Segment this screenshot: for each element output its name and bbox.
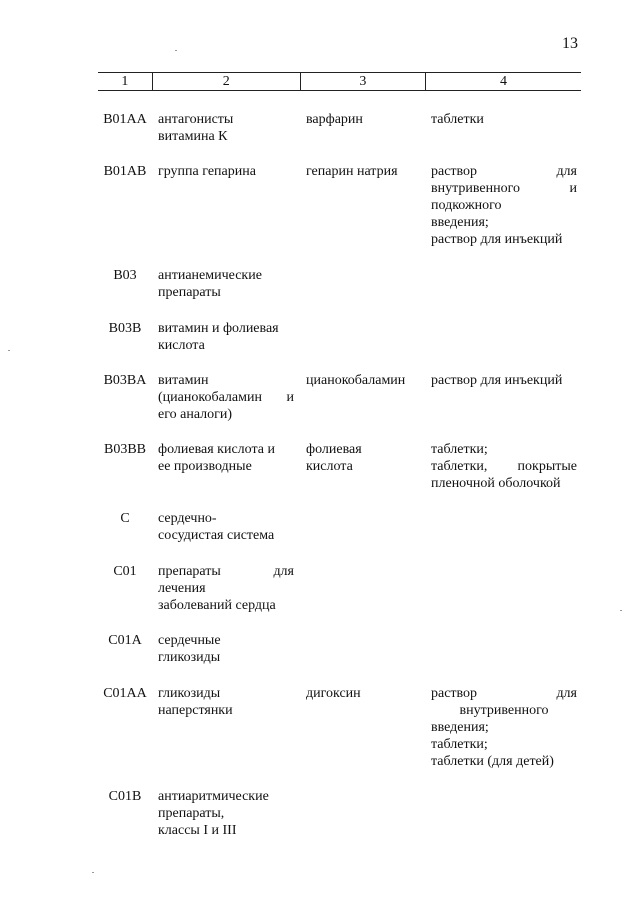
dosage-form: раствор для внутривенного введения; таблетки; таблетки (для детей) bbox=[431, 686, 577, 769]
drug-name: цианокобаламин bbox=[306, 373, 406, 388]
page-number: 13 bbox=[562, 35, 578, 52]
table-row bbox=[98, 632, 581, 666]
table-row bbox=[98, 441, 581, 492]
header-col-1: 1 bbox=[121, 74, 129, 89]
drug-name: гепарин натрия bbox=[306, 164, 398, 179]
table-row bbox=[98, 510, 581, 544]
header-col-3: 3 bbox=[300, 73, 425, 90]
atc-code: C01A bbox=[108, 633, 142, 648]
table-header bbox=[98, 72, 581, 91]
scan-speck bbox=[620, 610, 622, 611]
atc-code: C01AA bbox=[103, 686, 147, 701]
atc-group: витамин (цианокобаламин и его аналоги) bbox=[158, 373, 294, 422]
scan-speck bbox=[92, 872, 94, 873]
dosage-form: таблетки bbox=[431, 112, 484, 127]
table-row bbox=[98, 685, 581, 770]
atc-group: сердечные гликозиды bbox=[158, 633, 221, 665]
atc-group: антиаритмические препараты, классы I и III bbox=[158, 789, 269, 838]
table-row bbox=[98, 111, 581, 145]
atc-group: антианемические препараты bbox=[158, 268, 262, 300]
table-row bbox=[98, 372, 581, 423]
atc-code: B03 bbox=[113, 268, 137, 283]
dosage-form: таблетки; таблетки, покрытые пленочной оболочкой bbox=[431, 442, 577, 491]
drug-name: дигоксин bbox=[306, 686, 361, 701]
atc-code: B03B bbox=[108, 321, 142, 336]
atc-group: гликозиды наперстянки bbox=[158, 686, 233, 718]
dosage-form: раствор для внутривенного и подкожного введения; раствор для инъекций bbox=[431, 164, 577, 247]
atc-group: препараты для лечения заболеваний сердца bbox=[158, 564, 294, 613]
atc-code: C bbox=[120, 511, 130, 526]
atc-code: B01AA bbox=[103, 112, 147, 127]
table-row bbox=[98, 267, 581, 301]
atc-code: B01AB bbox=[103, 164, 147, 179]
table-row bbox=[98, 320, 581, 354]
atc-code: C01 bbox=[113, 564, 137, 579]
header-col-4: 4 bbox=[425, 73, 581, 90]
atc-code: B03BB bbox=[103, 442, 146, 457]
atc-code: C01B bbox=[108, 789, 142, 804]
scan-speck bbox=[8, 350, 10, 351]
drug-name: варфарин bbox=[306, 112, 363, 127]
dosage-form: раствор для инъекций bbox=[431, 373, 563, 388]
atc-code: B03BA bbox=[103, 373, 147, 388]
table-row bbox=[98, 788, 581, 839]
atc-group: сердечно- сосудистая система bbox=[158, 511, 275, 543]
atc-group: фолиевая кислота и ее производные bbox=[158, 442, 275, 474]
header-col-2: 2 bbox=[152, 73, 300, 90]
drug-name: фолиевая кислота bbox=[306, 442, 362, 474]
table-row bbox=[98, 563, 581, 614]
atc-group: витамин и фолиевая кислота bbox=[158, 321, 279, 353]
atc-group: антагонисты витамина К bbox=[158, 112, 234, 144]
atc-group: группа гепарина bbox=[158, 164, 256, 179]
table-row bbox=[98, 163, 581, 248]
scan-speck bbox=[175, 50, 177, 51]
